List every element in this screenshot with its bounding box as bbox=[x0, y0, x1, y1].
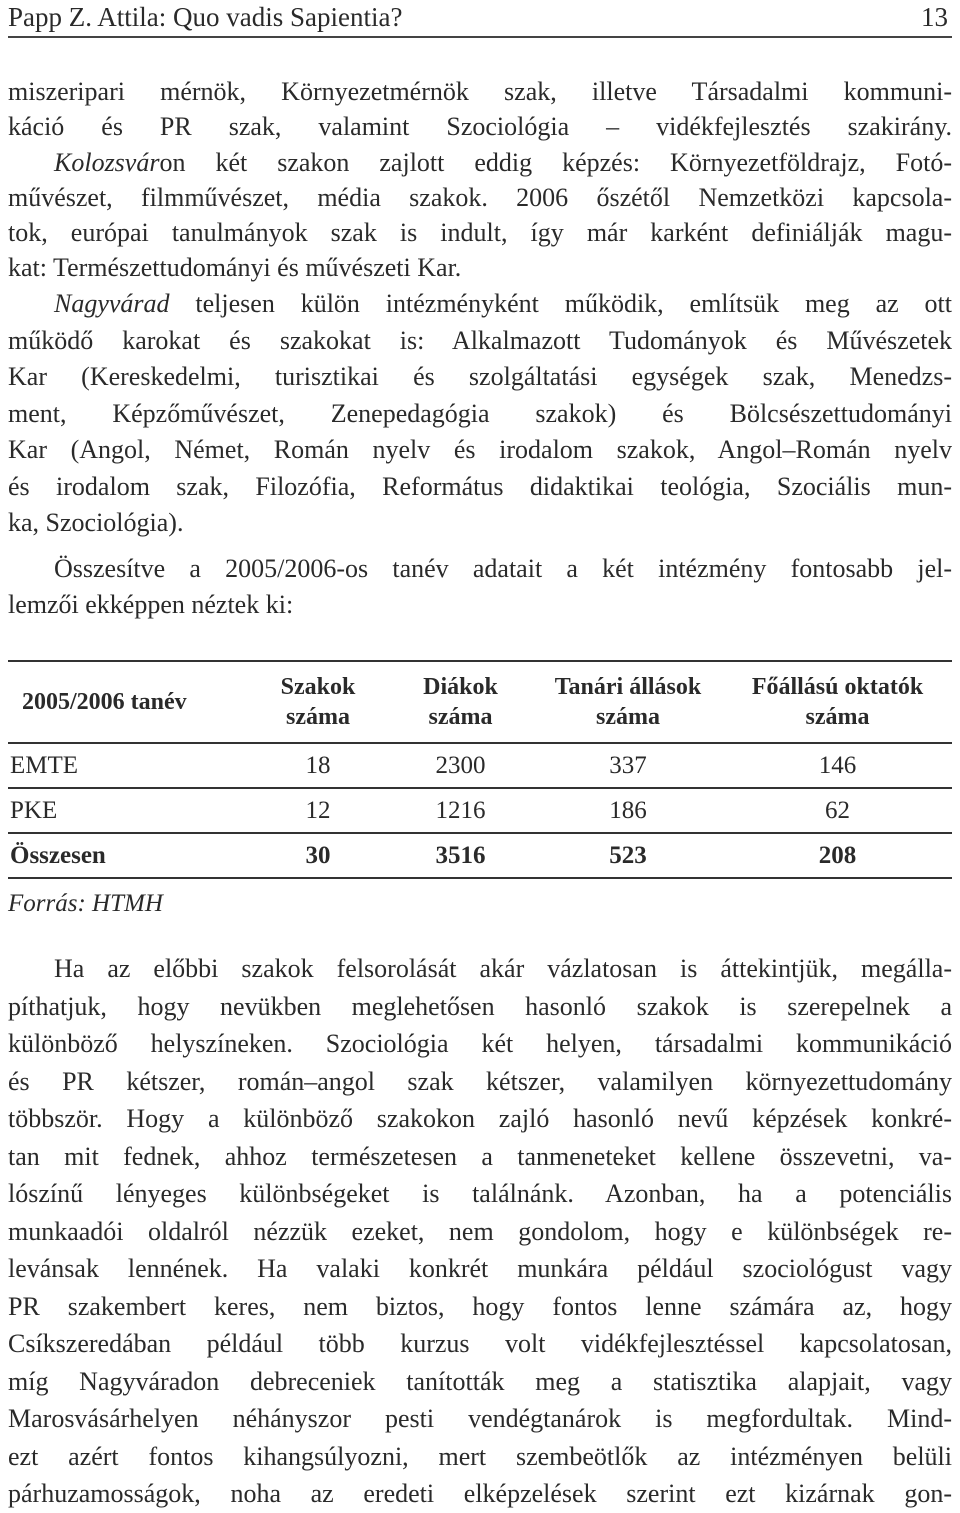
text-line: többször. Hogy a különböző szakokon zajló hasonló nevű képzések konkré- bbox=[8, 1104, 952, 1133]
header-title: Papp Z. Attila: Quo vadis Sapientia? bbox=[8, 2, 403, 32]
text-line: működő karokat és szakokat is: Alkalmazott Tudományok és Művészetek bbox=[8, 325, 952, 355]
paragraph-analysis bbox=[8, 950, 952, 1513]
statistics-table bbox=[8, 660, 952, 879]
cell-diakok: 1216 bbox=[435, 796, 486, 824]
text-line: és irodalom szak, Filozófia, Református didaktikai teológia, Szociális mun- bbox=[8, 471, 952, 501]
cell-foallasu: 62 bbox=[825, 796, 850, 824]
running-header bbox=[8, 0, 952, 38]
text-line: levánsak lennének. Ha valaki konkrét munkára például szociológust vagy bbox=[8, 1254, 952, 1283]
text-line: Nagyvárad teljesen külön intézményként működik, említsük meg az ott bbox=[54, 289, 952, 318]
page-number: 13 bbox=[921, 2, 948, 32]
cell-tanari: 337 bbox=[609, 751, 647, 779]
statistics-table-container bbox=[8, 660, 952, 879]
cell-diakok: 2300 bbox=[435, 751, 486, 779]
table-source: Forrás: HTMH bbox=[8, 890, 163, 917]
table-row-total bbox=[8, 833, 952, 878]
paragraph-summary bbox=[8, 551, 952, 623]
text-line: lemzői ekképpen néztek ki: bbox=[8, 590, 294, 619]
text-line: PR szakembert keres, nem biztos, hogy fontos lenne számára az, hogy bbox=[8, 1291, 952, 1321]
text-line: ment, Képzőművészet, Zenepedagógia szakok) és Bölcsészettudományi bbox=[8, 398, 952, 428]
paragraph-intro bbox=[8, 74, 952, 286]
row-name: PKE bbox=[10, 796, 58, 824]
text-line: párhuzamosságok, noha az eredeti elképzelések szerint ezt kizárnak gon- bbox=[8, 1479, 952, 1508]
text-line: tan mit fednek, ahhoz természetesen a tanmeneteket kellene összevetni, va- bbox=[8, 1141, 952, 1171]
header-szakok: Szakok száma bbox=[280, 674, 356, 730]
text-line: ka, Szociológia). bbox=[8, 508, 184, 537]
place-name-kolozsvar: Kolozsvár bbox=[54, 147, 160, 177]
text-line: különböző helyszíneken. Szociológia két helyen, társadalmi kommunikáció bbox=[8, 1029, 952, 1058]
text-line: píthatjuk, hogy nevükben meglehetősen hasonló szakok is szerepelnek a bbox=[8, 991, 952, 1021]
text-line: művészet, filmművészet, média szakok. 2006 őszétől Nemzetközi kapcsola- bbox=[8, 182, 952, 212]
text-line: káció és PR szak, valamint Szociológia – vidékfejlesztés szakirány. bbox=[8, 112, 952, 142]
text-line: tok, európai tanulmányok szak is indult, így már karként definiálják magu- bbox=[8, 218, 952, 248]
cell-tanari: 523 bbox=[609, 841, 647, 869]
header-diakok: Diákok száma bbox=[423, 674, 498, 730]
header-year: 2005/2006 tanév bbox=[22, 689, 187, 715]
text-line: Csíkszeredában például több kurzus volt vidékfejlesztéssel kapcsolatosan, bbox=[8, 1329, 952, 1358]
place-name-nagyvarad: Nagyvárad bbox=[54, 289, 170, 318]
text-line: Kolozsváron két szakon zajlott eddig képzés: Környezetföldrajz, Fotó- bbox=[54, 147, 952, 177]
paragraph-nagyvarad bbox=[8, 286, 952, 542]
text-line: Ha az előbbi szakok felsorolását akár vázlatosan is áttekintjük, megálla- bbox=[54, 954, 952, 983]
text-line: Kar (Kereskedelmi, turisztikai és szolgáltatási egységek szak, Menedzs- bbox=[8, 362, 952, 391]
text-line: ezt azért fontos kihangsúlyozni, mert szembeötlők az intézményen belüli bbox=[8, 1441, 952, 1471]
cell-foallasu: 146 bbox=[818, 751, 857, 779]
text-line: Kar (Angol, Német, Román nyelv és irodalom szakok, Angol–Román nyelv bbox=[8, 435, 952, 464]
row-name: Összesen bbox=[10, 841, 106, 869]
header-foallasu: Főállású oktatók száma bbox=[751, 674, 924, 730]
cell-szakok: 30 bbox=[305, 841, 331, 869]
cell-szakok: 18 bbox=[305, 751, 331, 779]
cell-tanari: 186 bbox=[609, 796, 647, 824]
cell-diakok: 3516 bbox=[435, 841, 486, 869]
row-name: EMTE bbox=[10, 751, 79, 779]
text-line: és PR kétszer, román–angol szak kétszer, valamilyen környezettudomány bbox=[8, 1066, 952, 1096]
header-tanari: Tanári állások száma bbox=[554, 674, 702, 730]
text-line: munkaadói oldalról nézzük ezeket, nem gondolom, hogy e különbségek re- bbox=[8, 1216, 952, 1246]
table-row bbox=[8, 788, 952, 833]
cell-foallasu: 208 bbox=[818, 841, 857, 869]
text-line: míg Nagyváradon debreceniek tanították meg a statisztika alapjait, vagy bbox=[8, 1366, 952, 1396]
text-line: lószínű lényeges különbségeket is találnánk. Azonban, ha a potenciális bbox=[8, 1179, 952, 1208]
text-line: miszeripari mérnök, Környezetmérnök szak, illetve Társadalmi kommuni- bbox=[8, 77, 952, 106]
table-header-row bbox=[8, 661, 952, 743]
text-line: kat: Természettudományi és művészeti Kar. bbox=[8, 253, 462, 283]
text-line: Összesítve a 2005/2006-os tanév adatait a két intézmény fontosabb jel- bbox=[54, 554, 952, 583]
cell-szakok: 12 bbox=[305, 796, 331, 824]
text-line: Marosvásárhelyen néhányszor pesti vendégtanárok is megfordultak. Mind- bbox=[8, 1404, 952, 1433]
table-row bbox=[8, 743, 952, 788]
